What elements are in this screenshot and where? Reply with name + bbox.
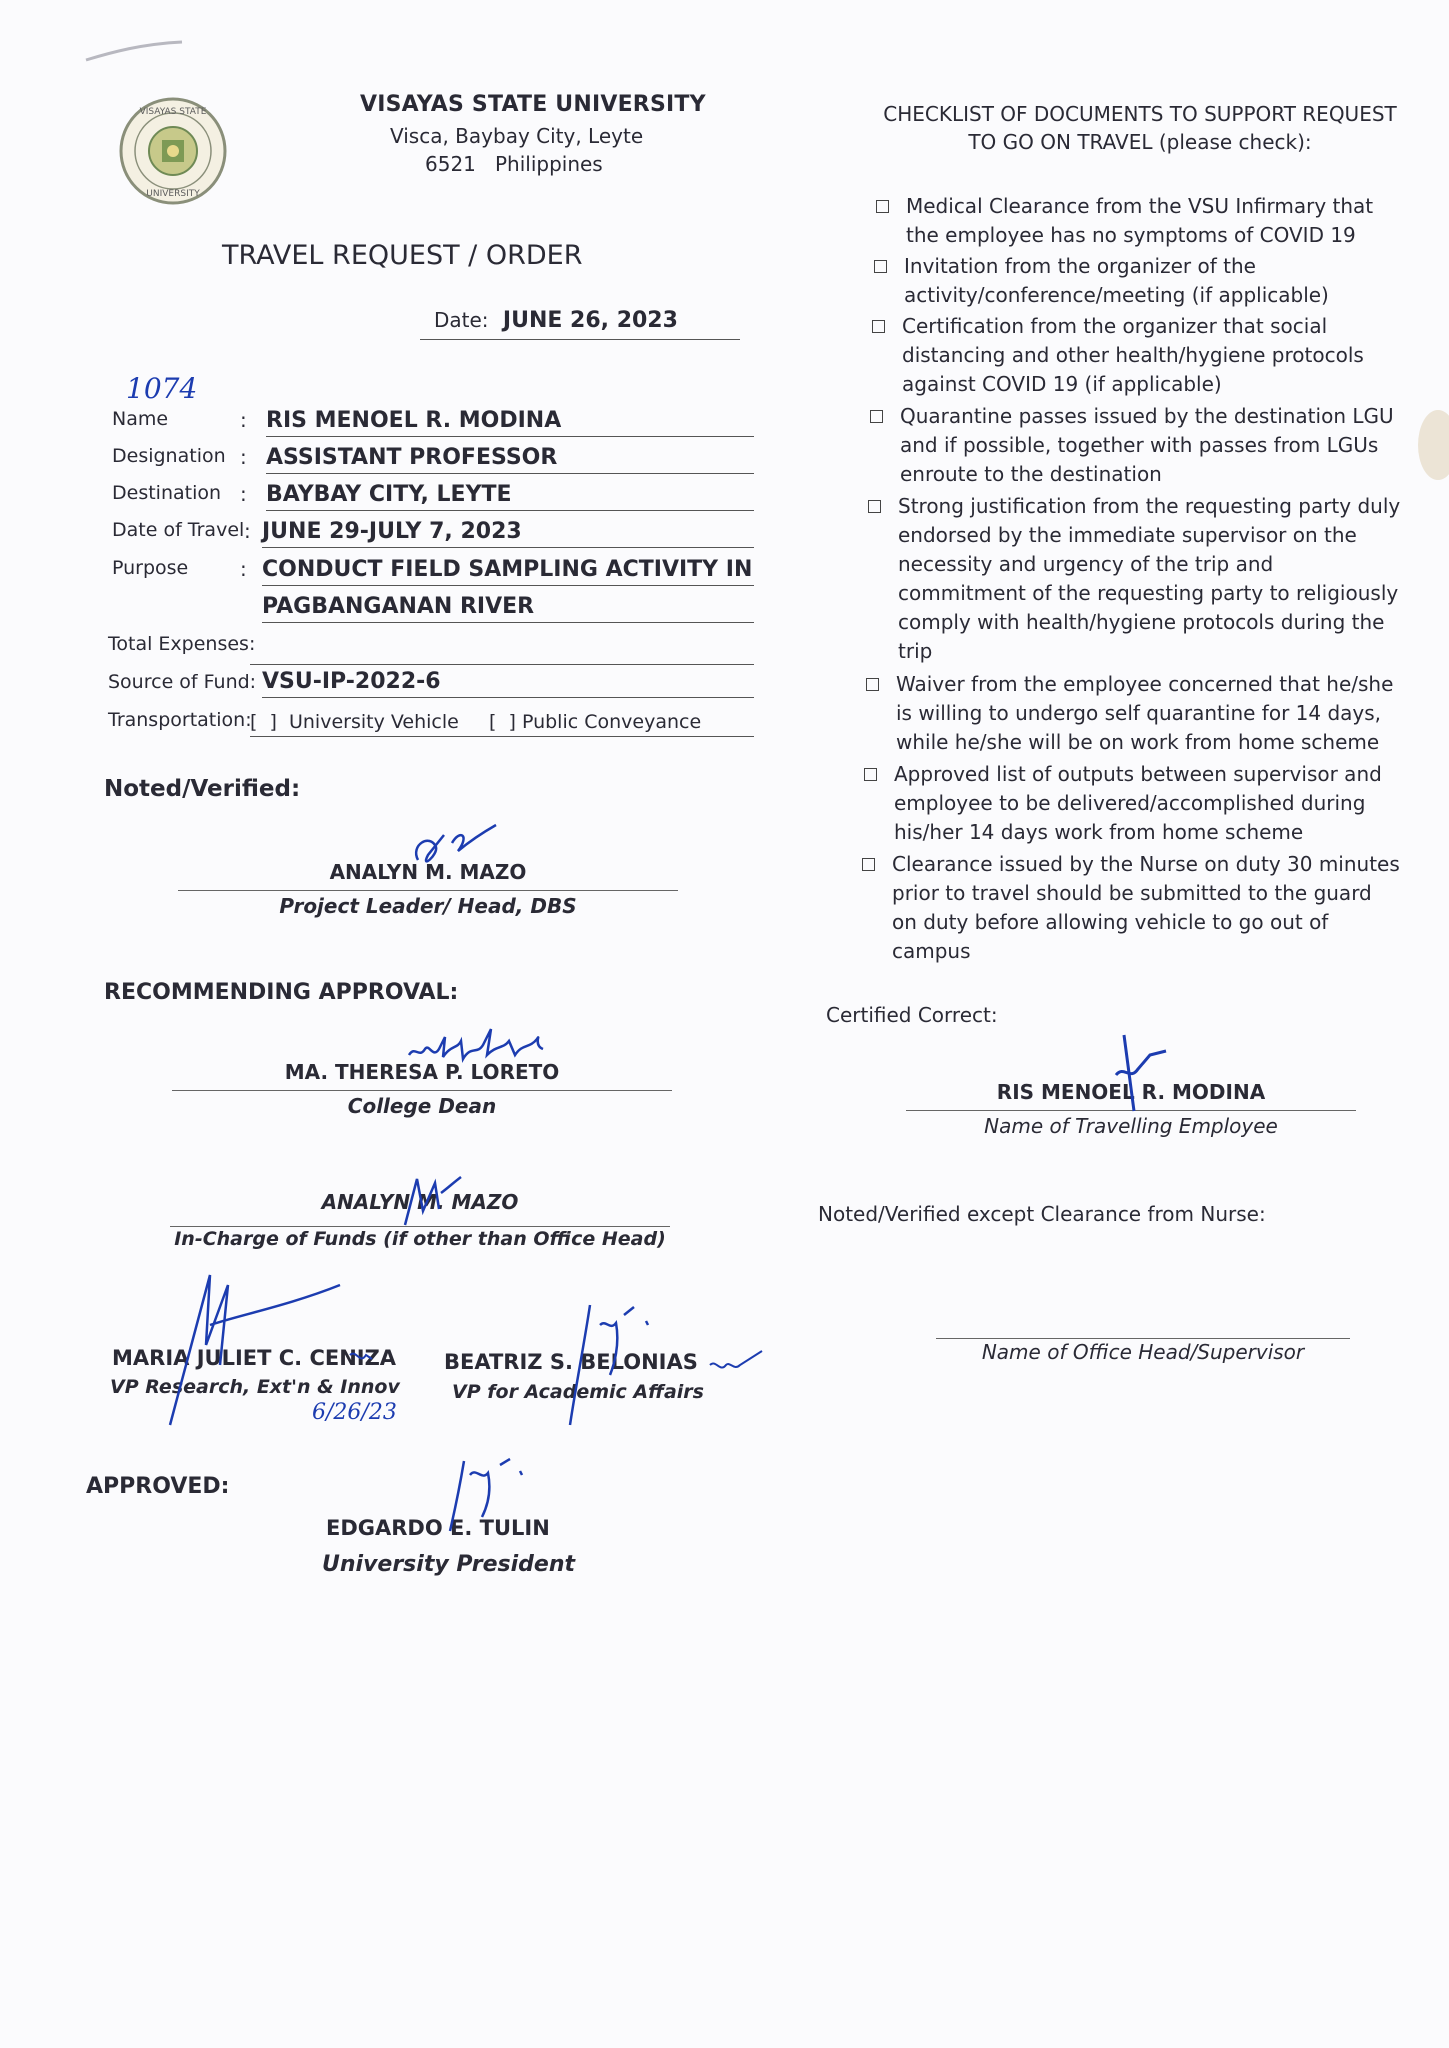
date-row [420, 308, 740, 340]
checklist-item [900, 402, 1430, 489]
checklist-line: prior to travel should be submitted to the guard [892, 881, 1372, 905]
approved-label: APPROVED: [86, 1474, 230, 1499]
dean-name: MA. THERESA P. LORETO [284, 1060, 560, 1084]
address-line-1: Visca, Baybay City, Leyte [390, 124, 644, 148]
field-value-date-of-travel: JUNE 29-JULY 7, 2023 [262, 519, 754, 548]
checklist-line: Strong justification from the requesting party duly [898, 494, 1401, 518]
colon: : [240, 557, 247, 581]
checklist-item [906, 192, 1436, 250]
checklist-line: and if possible, together with passes from LGUs [900, 433, 1379, 457]
signature-mazo-2 [395, 1165, 475, 1235]
signature-loreto [405, 1015, 555, 1075]
field-label-purpose: Purpose [112, 557, 189, 579]
vp2-name: BEATRIZ S. BELONIAS [444, 1350, 698, 1374]
field-value-source-of-fund: VSU-IP-2022-6 [262, 669, 754, 698]
vp2-title: VP for Academic Affairs [452, 1381, 704, 1403]
office-head-title: Name of Office Head/Supervisor [981, 1340, 1305, 1364]
colon: : [240, 445, 247, 469]
office-head-signature-line [936, 1338, 1350, 1339]
checkbox[interactable] [874, 260, 887, 273]
noted-signature-line [178, 890, 678, 891]
checklist-line: campus [892, 939, 971, 963]
date-value: JUNE 26, 2023 [502, 308, 678, 333]
handwritten-number: 1074 [126, 372, 198, 405]
dean-title: College Dean [347, 1094, 497, 1118]
checkbox[interactable] [862, 858, 875, 871]
checklist-title-line-1: CHECKLIST OF DOCUMENTS TO SUPPORT REQUEST [883, 102, 1397, 126]
field-value-total-expenses [250, 633, 754, 665]
university-seal [118, 96, 228, 206]
field-value-purpose-1: CONDUCT FIELD SAMPLING ACTIVITY IN [262, 557, 754, 586]
checkbox[interactable] [866, 678, 879, 691]
checklist-item [894, 760, 1424, 847]
noted-except-label: Noted/Verified except Clearance from Nurse: [818, 1202, 1266, 1226]
checklist-line: Approved list of outputs between supervisor and [894, 762, 1382, 786]
checklist-line: on duty before allowing vehicle to go out of [892, 910, 1329, 934]
noted-label: Noted/Verified: [104, 776, 301, 802]
president-name: EDGARDO E. TULIN [326, 1516, 550, 1540]
colon: : [240, 482, 247, 506]
employee-title: Name of Travelling Employee [984, 1114, 1278, 1138]
president-title: University President [322, 1552, 576, 1577]
field-value-purpose-2: PAGBANGANAN RIVER [262, 594, 754, 623]
checklist-item [898, 492, 1428, 666]
checklist-line: Certification from the organizer that social [902, 314, 1328, 338]
checklist-line: Waiver from the employee concerned that he/she [896, 672, 1394, 696]
checklist-line: his/her 14 days work from home scheme [894, 820, 1304, 844]
signature-tulin [430, 1445, 540, 1535]
field-label-designation: Designation [112, 445, 226, 467]
colon: : [244, 519, 251, 543]
recommending-label: RECOMMENDING APPROVAL: [104, 980, 459, 1005]
checkbox[interactable] [876, 200, 889, 213]
noted-title: Project Leader/ Head, DBS [279, 894, 577, 918]
checklist-item [902, 312, 1432, 399]
checklist-line: Medical Clearance from the VSU Infirmary that [906, 194, 1374, 218]
checkbox[interactable] [872, 320, 885, 333]
field-value-name: RIS MENOEL R. MODINA [266, 408, 754, 437]
field-label-source-of-fund: Source of Fund: [108, 671, 257, 693]
checklist-item [892, 850, 1422, 966]
staple-mark [82, 30, 192, 70]
funds-name: ANALYN M. MAZO [321, 1190, 519, 1214]
field-label-transportation: Transportation: [108, 709, 252, 731]
checklist-line: comply with health/hygiene protocols during the [898, 610, 1385, 634]
checkbox[interactable] [864, 768, 877, 781]
university-name: VISAYAS STATE UNIVERSITY [360, 92, 706, 117]
svg-text:UNIVERSITY: UNIVERSITY [146, 189, 200, 199]
funds-title: In-Charge of Funds (if other than Office Head) [174, 1228, 666, 1250]
checklist-line: while he/she will be on work from home scheme [896, 730, 1380, 754]
checklist-line: distancing and other health/hygiene protocols [902, 343, 1364, 367]
certified-label: Certified Correct: [826, 1003, 998, 1027]
vp1-handwritten-date: 6/26/23 [312, 1400, 397, 1425]
checklist-item [896, 670, 1426, 757]
form-title: TRAVEL REQUEST / ORDER [222, 240, 583, 271]
address-line-2: 6521 Philippines [425, 152, 603, 176]
field-value-designation: ASSISTANT PROFESSOR [266, 445, 754, 474]
checklist-title [860, 100, 1420, 156]
checklist-line: employee to be delivered/accomplished during [894, 791, 1366, 815]
checklist-line: against COVID 19 (if applicable) [902, 372, 1222, 396]
checklist-line: commitment of the requesting party to religiously [898, 581, 1399, 605]
field-value-transportation: [ ] University Vehicle [ ] Public Conveyance [250, 711, 754, 737]
checklist-line: Quarantine passes issued by the destination LGU [900, 404, 1394, 428]
checklist-line: the employee has no symptoms of COVID 19 [906, 223, 1356, 247]
checklist-line: trip [898, 639, 933, 663]
checklist-line: Clearance issued by the Nurse on duty 30 minutes [892, 852, 1400, 876]
checkbox[interactable] [868, 500, 881, 513]
signature-mazo-1 [400, 815, 510, 885]
noted-name: ANALYN M. MAZO [329, 860, 527, 884]
checklist-line: enroute to the destination [900, 462, 1162, 486]
signature-modina [1110, 1025, 1190, 1115]
vp1-name: MARIA JULIET C. CENIZA [112, 1346, 397, 1370]
checklist-line: necessity and urgency of the trip and [898, 552, 1274, 576]
checklist-line: is willing to undergo self quarantine for 14 days, [896, 701, 1382, 725]
svg-text:VISAYAS STATE: VISAYAS STATE [139, 107, 207, 117]
field-label-date-of-travel: Date of Travel [112, 519, 245, 541]
signature-belonias [550, 1285, 770, 1435]
date-label: Date: [434, 308, 489, 332]
dean-signature-line [172, 1090, 672, 1091]
vp1-title: VP Research, Ext'n & Innov [110, 1376, 400, 1398]
checklist-line: activity/conference/meeting (if applicable) [904, 283, 1329, 307]
colon: : [240, 408, 247, 432]
signature-ceniza [150, 1255, 410, 1435]
employee-name: RIS MENOEL R. MODINA [996, 1080, 1266, 1104]
field-label-destination: Destination [112, 482, 222, 504]
field-label-total-expenses: Total Expenses: [108, 633, 256, 655]
checklist-line: endorsed by the immediate supervisor on the [898, 523, 1357, 547]
checkbox[interactable] [870, 410, 883, 423]
field-label-name: Name [112, 408, 169, 430]
checklist-title-line-2: TO GO ON TRAVEL (please check): [968, 130, 1312, 154]
field-value-destination: BAYBAY CITY, LEYTE [266, 482, 754, 511]
checklist-item [904, 252, 1434, 310]
checklist-line: Invitation from the organizer of the [904, 254, 1256, 278]
